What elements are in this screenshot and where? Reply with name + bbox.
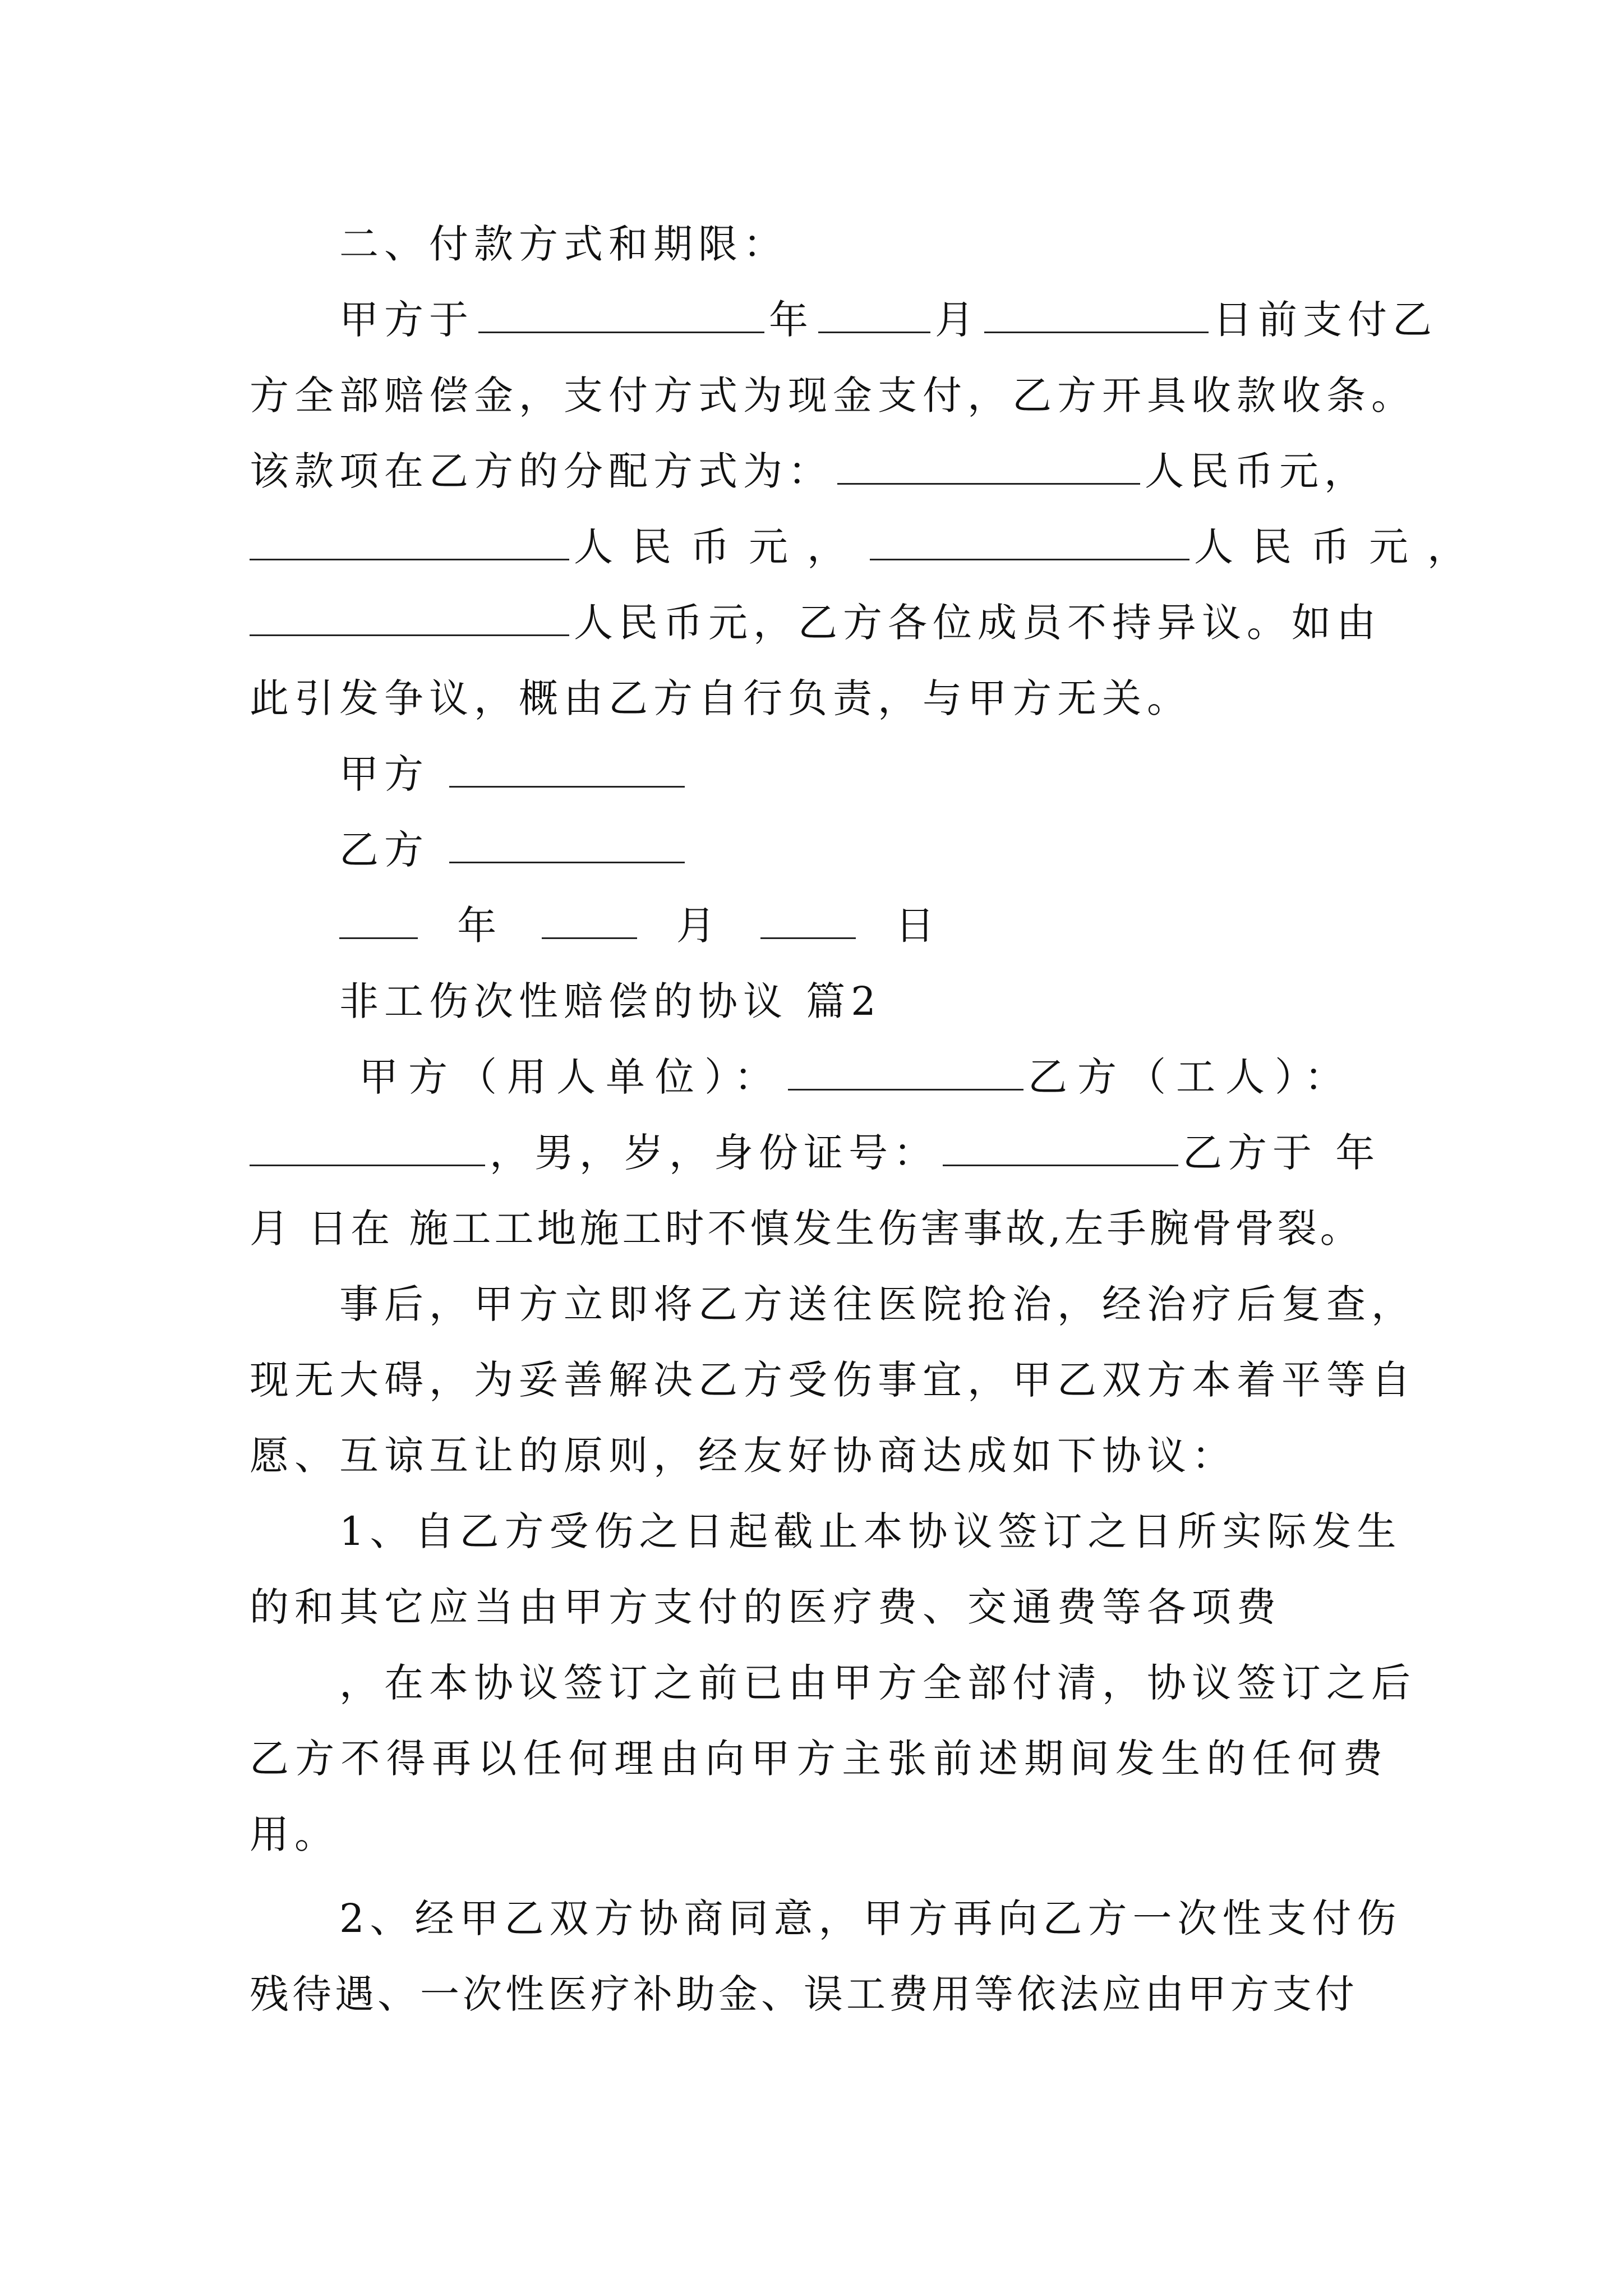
clause-line xyxy=(250,1955,1388,2033)
signature-party-a xyxy=(339,735,1478,813)
text-segment: 人民币元， xyxy=(574,524,865,570)
date-year-label: 年 xyxy=(457,903,502,949)
article-title-text: 非工伤次性赔偿的协议 篇2 xyxy=(339,978,882,1024)
text-segment: 日前支付乙 xyxy=(1213,297,1437,343)
clause-line xyxy=(339,1492,1402,1571)
body-text: 乙方不得再以任何理由向甲方主张前述期间发生的任何费 xyxy=(250,1736,1388,1782)
body-line xyxy=(250,356,1416,435)
blank-field xyxy=(250,519,569,560)
blank-field xyxy=(788,1050,1023,1091)
blank-field xyxy=(250,1125,485,1166)
date-day-label: 日 xyxy=(895,903,940,949)
blank-field xyxy=(760,898,856,939)
signature-blank xyxy=(449,822,685,863)
distribution-line xyxy=(250,508,1486,586)
signature-label: 甲方 xyxy=(339,751,429,797)
text-segment: 月 xyxy=(935,297,980,343)
distribution-line xyxy=(250,432,1388,510)
worker-info-line xyxy=(250,1114,1388,1192)
section-heading-text: 二、付款方式和期限： xyxy=(339,221,788,267)
blank-field xyxy=(542,898,637,939)
clause-line xyxy=(250,1568,1388,1646)
article-title xyxy=(339,962,1478,1041)
text-segment: 年 xyxy=(769,297,814,343)
blank-field xyxy=(870,519,1189,560)
body-text: 愿、互谅互让的原则，经友好协商达成如下协议： xyxy=(250,1433,1237,1479)
body-text: 残待遇、一次性医疗补助金、误工费用等依法应由甲方支付 xyxy=(250,1971,1358,2017)
para-line xyxy=(250,1416,1388,1495)
para-line xyxy=(339,1265,1416,1343)
text-segment: 甲方（用人单位）： xyxy=(359,1054,783,1100)
text-segment: 人民币元，乙方各位成员不持异议。如由 xyxy=(574,600,1381,646)
blank-field xyxy=(837,444,1140,485)
payment-date-line xyxy=(339,280,1478,359)
text-segment: 该款项在乙方的分配方式为： xyxy=(250,448,833,494)
blank-field xyxy=(818,292,930,333)
text-segment: 甲方于 xyxy=(339,297,474,343)
body-text: 事后，甲方立即将乙方送往医院抢治，经治疗后复查， xyxy=(339,1281,1416,1327)
clause-line xyxy=(339,1644,1416,1722)
incident-line xyxy=(250,1189,1388,1268)
text-segment: 乙方于 年 xyxy=(1183,1130,1381,1176)
clause-line xyxy=(250,1719,1388,1798)
body-text: 月 日在 施工工地施工时不慎发生伤害事故,左手腕骨骨裂。 xyxy=(250,1205,1363,1251)
body-text: 现无大碍，为妥善解决乙方受伤事宜，甲乙双方本着平等自 xyxy=(250,1357,1416,1403)
distribution-line xyxy=(250,583,1388,662)
body-text: 1、自乙方受伤之日起截止本协议签订之日所实际发生 xyxy=(339,1508,1402,1554)
blank-field xyxy=(339,898,418,939)
para-line xyxy=(250,1341,1416,1419)
body-line xyxy=(250,659,1388,738)
parties-line xyxy=(359,1038,1388,1116)
body-text: 方全部赔偿金，支付方式为现金支付，乙方开具收款收条。 xyxy=(250,372,1416,418)
text-segment: 人民币元， xyxy=(1194,524,1486,570)
clause-line xyxy=(339,1879,1402,1958)
blank-field xyxy=(250,595,569,636)
body-text: 用。 xyxy=(250,1811,339,1857)
signature-party-b xyxy=(339,811,1478,889)
signature-blank xyxy=(449,747,685,788)
text-segment: 乙方（工人）： xyxy=(1028,1054,1354,1100)
text-segment: 人民币元， xyxy=(1145,448,1369,494)
signature-label: 乙方 xyxy=(339,827,429,873)
blank-field xyxy=(478,292,764,333)
blank-field xyxy=(984,292,1209,333)
body-text: 2、经甲乙双方协商同意，甲方再向乙方一次性支付伤 xyxy=(339,1895,1402,1941)
signature-date xyxy=(339,886,1478,965)
blank-field xyxy=(943,1125,1178,1166)
clause-line xyxy=(250,1795,1388,1874)
body-text: ，在本协议签订之前已由甲方全部付清，协议签订之后 xyxy=(339,1660,1416,1706)
body-text: 的和其它应当由甲方支付的医疗费、交通费等各项费 xyxy=(250,1584,1281,1630)
text-segment: ，男，岁，身份证号： xyxy=(490,1130,938,1176)
body-text: 此引发争议，概由乙方自行负责，与甲方无关。 xyxy=(250,675,1192,721)
section-heading xyxy=(339,205,1478,283)
date-month-label: 月 xyxy=(676,903,721,949)
